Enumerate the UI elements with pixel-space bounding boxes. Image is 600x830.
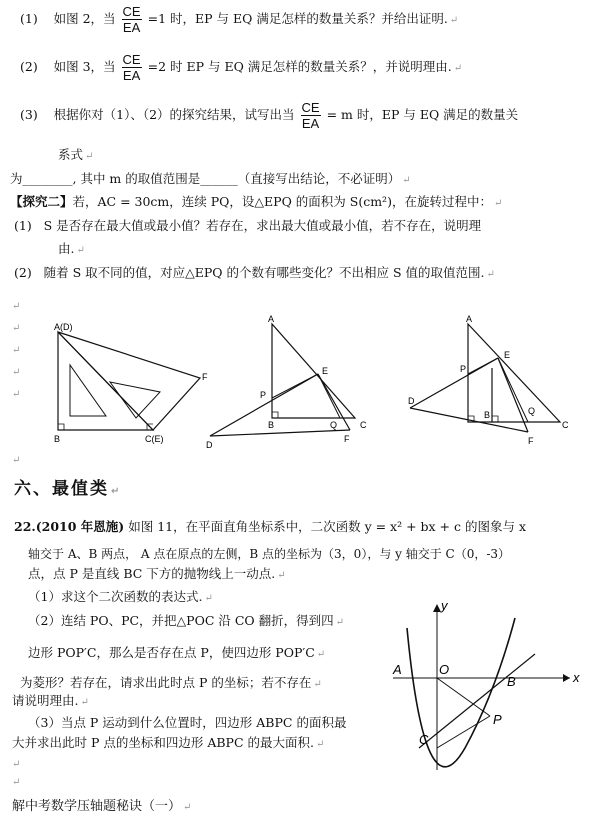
svg-text:P: P bbox=[493, 712, 502, 727]
figure-11-parabola bbox=[385, 598, 585, 778]
svg-text:y: y bbox=[441, 598, 448, 613]
label-c-e: C(E) bbox=[145, 434, 164, 444]
section-heading: 六、最值类 ↵ bbox=[14, 479, 122, 499]
svg-text:D: D bbox=[408, 396, 415, 406]
problem-22-line2: 轴交于 A、B 两点， A 点在原点的左侧，B 点的坐标为（3，0），与 y 轴交于 C（0，-3） bbox=[28, 547, 511, 561]
question-3-blank: 为________, 其中 m 的取值范围是______（直接写出结论，不必证明） ↵ bbox=[10, 171, 411, 186]
problem-22-sub2: （2）连结 PO、PC，并把△POC 沿 CO 翻折，得到四 ↵ bbox=[28, 613, 345, 628]
svg-text:F: F bbox=[528, 436, 534, 446]
problem-22-line1: 22.(2010 年恩施) 如图 11，在平面直角坐标系中，二次函数 y = x² + bx + c 的图象与 x bbox=[14, 519, 527, 534]
svg-text:C: C bbox=[562, 420, 569, 430]
svg-text:E: E bbox=[322, 366, 329, 376]
question-3-cont: 系式 ↵ bbox=[58, 147, 94, 162]
problem-22-sub1: （1）求这个二次函数的表达式. ↵ bbox=[28, 589, 213, 604]
question-1: (1) 如图 2，当 $\frac{CE}{EA}$ =1 时，EP 与 EQ 满足怎样的数量关系？并给出证明. ↵ bbox=[20, 4, 459, 35]
svg-text:B: B bbox=[507, 674, 516, 689]
svg-text:B: B bbox=[484, 410, 491, 420]
svg-text:E: E bbox=[504, 350, 511, 360]
margin-marks: ↵ ↵ ↵ ↵ ↵ ↵ bbox=[12, 301, 21, 466]
question-2: (2) 如图 3，当 $\frac{CE}{EA}$ =2 时 EP 与 EQ 满足怎样的数量关系？，并说明理由. ↵ bbox=[20, 52, 463, 83]
fraction-ce-ea: $\frac{CE}{EA}$ bbox=[122, 52, 141, 83]
explore-2-q1: (1) S 是否存在最大值或最小值？若存在，求出最大值或最小值，若不存在，说明理 bbox=[14, 218, 482, 233]
svg-text:F: F bbox=[344, 434, 350, 444]
svg-text:D: D bbox=[206, 440, 213, 450]
problem-22-sub2d: 请说明理由. ↵ bbox=[12, 693, 89, 708]
svg-text:Q: Q bbox=[528, 406, 536, 416]
svg-text:Q: Q bbox=[330, 420, 338, 430]
problem-22-sub3: （3）当点 P 运动到什么位置时，四边形 ABPC 的面积最 bbox=[28, 715, 347, 730]
problem-22-sub2b: 边形 POP′C，那么是否存在点 P，使四边形 POP′C ↵ bbox=[28, 645, 326, 660]
problem-22-sub2c: 为菱形？若存在，请求出此时点 P 的坐标；若不存在 ↵ bbox=[20, 675, 322, 690]
label-f: F bbox=[202, 372, 208, 382]
figure-2 bbox=[200, 312, 380, 452]
svg-text:A: A bbox=[393, 662, 402, 677]
svg-text:O: O bbox=[439, 662, 450, 677]
svg-text:C: C bbox=[360, 420, 367, 430]
svg-text:A: A bbox=[466, 314, 473, 324]
problem-22-line3: 点，点 P 是直线 BC 下方的抛物线上一动点. ↵ bbox=[28, 566, 286, 581]
svg-text:B: B bbox=[268, 420, 275, 430]
svg-text:C: C bbox=[419, 732, 429, 747]
svg-text:P: P bbox=[460, 364, 467, 374]
explore-2-q1-cont: 由. ↵ bbox=[58, 241, 85, 256]
svg-text:A: A bbox=[268, 314, 275, 324]
label-a-d: A(D) bbox=[54, 322, 73, 332]
question-3: (3) 根据你对（1）、（2）的探究结果，试写出当 $\frac{CE}{EA}$ = m 时，EP 与 EQ 满足的数量关 bbox=[20, 100, 519, 131]
svg-text:x: x bbox=[573, 670, 580, 685]
figure-1-set-squares bbox=[40, 320, 220, 450]
label-b: B bbox=[54, 434, 61, 444]
svg-text:P: P bbox=[260, 390, 267, 400]
fraction-ce-ea: $\frac{CE}{EA}$ bbox=[301, 100, 320, 131]
explore-2-q2: (2) 随着 S 取不同的值，对应△EPQ 的个数有哪些变化？不出相应 S 值的取值范围. ↵ bbox=[14, 265, 495, 280]
fraction-ce-ea: $\frac{CE}{EA}$ bbox=[122, 4, 141, 35]
figure-3 bbox=[400, 312, 580, 452]
trailing-marks: ↵ ↵ bbox=[12, 759, 21, 788]
explore-2: 【探究二】若，AC = 30cm，连续 PQ，设△EPQ 的面积为 S(cm²)，在旋转过程中： ↵ bbox=[10, 194, 503, 209]
footer-title: 解中考数学压轴题秘诀（一） ↵ bbox=[12, 799, 192, 814]
problem-22-sub3b: 大并求出此时 P 点的坐标和四边形 ABPC 的最大面积. ↵ bbox=[12, 735, 325, 750]
